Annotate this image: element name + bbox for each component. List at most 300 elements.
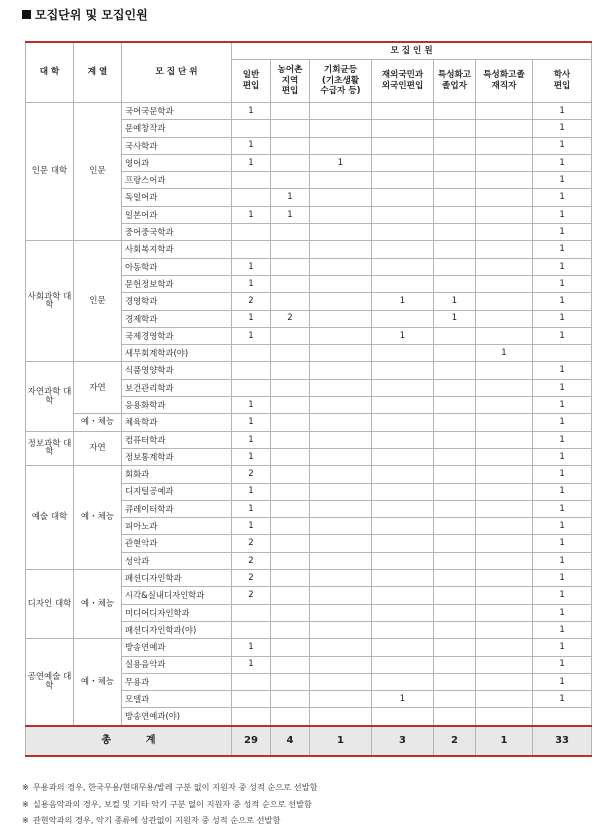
quota-cell — [372, 431, 434, 448]
department-name: 프랑스어과 — [122, 172, 232, 189]
quota-cell: 1 — [533, 587, 592, 604]
square-bullet-icon — [22, 10, 31, 19]
quota-cell: 1 — [232, 137, 271, 154]
department-name: 경제학과 — [122, 310, 232, 327]
header-university: 대 학 — [26, 42, 74, 103]
quota-cell: 1 — [232, 483, 271, 500]
college-cell: 디자인 대학 — [26, 570, 74, 639]
quota-cell: 1 — [533, 570, 592, 587]
quota-cell — [476, 708, 533, 726]
quota-cell — [476, 189, 533, 206]
quota-cell: 1 — [232, 397, 271, 414]
quota-cell — [476, 103, 533, 120]
quota-cell: 1 — [533, 275, 592, 292]
quota-cell — [232, 172, 271, 189]
quota-cell — [271, 708, 310, 726]
page-title-text: 모집단위 및 모집인원 — [35, 8, 148, 22]
quota-cell — [310, 241, 372, 258]
quota-cell — [434, 345, 476, 362]
total-value: 33 — [533, 726, 592, 756]
quota-cell — [271, 535, 310, 552]
quota-cell — [310, 466, 372, 483]
quota-cell — [372, 120, 434, 137]
quota-cell — [310, 621, 372, 638]
quota-cell — [310, 431, 372, 448]
quota-cell: 1 — [533, 604, 592, 621]
quota-cell — [271, 570, 310, 587]
quota-cell: 2 — [232, 587, 271, 604]
quota-cell — [271, 518, 310, 535]
department-name: 국제경영학과 — [122, 327, 232, 344]
header-column-2: 기회균등 (기초생활 수급자 등) — [310, 60, 372, 103]
quota-cell: 1 — [533, 656, 592, 673]
quota-cell — [476, 448, 533, 465]
quota-cell — [271, 673, 310, 690]
quota-cell — [434, 172, 476, 189]
quota-cell — [271, 587, 310, 604]
quota-cell — [476, 275, 533, 292]
quota-cell: 1 — [533, 379, 592, 396]
quota-cell: 1 — [533, 258, 592, 275]
quota-cell — [476, 362, 533, 379]
quota-cell — [271, 621, 310, 638]
quota-cell — [372, 206, 434, 223]
quota-cell — [310, 293, 372, 310]
quota-cell: 1 — [310, 154, 372, 171]
quota-cell: 1 — [232, 656, 271, 673]
department-name: 관현악과 — [122, 535, 232, 552]
quota-cell — [310, 552, 372, 569]
quota-cell — [232, 189, 271, 206]
quota-cell — [434, 483, 476, 500]
track-cell: 예・체능 — [74, 414, 122, 431]
quota-cell — [310, 120, 372, 137]
quota-cell: 1 — [533, 639, 592, 656]
department-name: 경영학과 — [122, 293, 232, 310]
total-value: 2 — [434, 726, 476, 756]
department-name: 큐레이터학과 — [122, 500, 232, 517]
quota-cell — [476, 483, 533, 500]
quota-cell: 1 — [533, 448, 592, 465]
quota-cell — [372, 500, 434, 517]
quota-cell — [434, 587, 476, 604]
quota-cell: 1 — [232, 206, 271, 223]
quota-cell: 2 — [271, 310, 310, 327]
total-value: 3 — [372, 726, 434, 756]
quota-cell — [232, 241, 271, 258]
quota-cell — [310, 379, 372, 396]
department-name: 독일어과 — [122, 189, 232, 206]
quota-cell — [372, 379, 434, 396]
quota-cell — [310, 500, 372, 517]
quota-cell — [476, 137, 533, 154]
header-quota-group: 모 집 인 원 — [232, 42, 592, 60]
quota-cell — [372, 362, 434, 379]
quota-cell: 1 — [372, 293, 434, 310]
quota-cell: 1 — [533, 431, 592, 448]
department-name: 문예창작과 — [122, 120, 232, 137]
quota-cell — [372, 621, 434, 638]
table-row — [26, 466, 592, 483]
quota-cell — [310, 639, 372, 656]
quota-cell — [271, 137, 310, 154]
quota-cell — [434, 224, 476, 241]
quota-cell — [434, 518, 476, 535]
quota-cell: 1 — [232, 154, 271, 171]
quota-cell: 1 — [533, 621, 592, 638]
quota-cell — [310, 397, 372, 414]
quota-cell — [476, 587, 533, 604]
quota-cell — [372, 154, 434, 171]
quota-cell — [310, 708, 372, 726]
quota-cell — [372, 535, 434, 552]
quota-cell — [434, 275, 476, 292]
quota-cell: 1 — [533, 154, 592, 171]
quota-cell: 1 — [533, 103, 592, 120]
quota-cell: 1 — [533, 466, 592, 483]
quota-cell — [434, 103, 476, 120]
quota-cell — [476, 414, 533, 431]
quota-cell — [271, 241, 310, 258]
quota-cell — [476, 241, 533, 258]
quota-cell: 1 — [232, 431, 271, 448]
department-name: 정보통계학과 — [122, 448, 232, 465]
department-name: 중어중국학과 — [122, 224, 232, 241]
track-cell: 자연 — [74, 431, 122, 466]
track-cell: 인문 — [74, 241, 122, 362]
recruitment-table — [25, 41, 592, 757]
quota-cell — [232, 621, 271, 638]
quota-cell — [271, 639, 310, 656]
footnote-text: 무용과의 경우, 한국무용/현대무용/발레 구분 없이 지원자 중 성적 순으로 선발함 — [32, 782, 318, 792]
quota-cell — [372, 604, 434, 621]
quota-cell — [271, 604, 310, 621]
quota-cell — [434, 639, 476, 656]
quota-cell — [310, 206, 372, 223]
quota-cell — [271, 552, 310, 569]
quota-cell: 2 — [232, 293, 271, 310]
department-name: 컴퓨터학과 — [122, 431, 232, 448]
quota-cell — [232, 673, 271, 690]
quota-cell — [310, 518, 372, 535]
quota-cell — [434, 570, 476, 587]
quota-cell — [476, 552, 533, 569]
quota-cell — [310, 362, 372, 379]
quota-cell — [271, 483, 310, 500]
quota-cell — [232, 345, 271, 362]
total-row — [26, 726, 592, 756]
quota-cell — [434, 206, 476, 223]
quota-cell — [232, 224, 271, 241]
total-value: 1 — [476, 726, 533, 756]
quota-cell — [271, 466, 310, 483]
reference-mark-icon: ※ — [22, 815, 29, 825]
quota-cell — [476, 691, 533, 708]
quota-cell — [372, 310, 434, 327]
department-name: 디지털공예과 — [122, 483, 232, 500]
quota-cell — [372, 345, 434, 362]
department-name: 모델과 — [122, 691, 232, 708]
quota-cell — [434, 466, 476, 483]
header-unit: 모 집 단 위 — [122, 42, 232, 103]
quota-cell — [372, 708, 434, 726]
quota-cell: 1 — [533, 518, 592, 535]
quota-cell — [372, 466, 434, 483]
quota-cell — [476, 621, 533, 638]
quota-cell — [476, 518, 533, 535]
quota-cell — [476, 673, 533, 690]
quota-cell: 1 — [271, 189, 310, 206]
quota-cell — [372, 552, 434, 569]
table-row — [26, 103, 592, 120]
quota-cell — [372, 241, 434, 258]
quota-cell — [372, 639, 434, 656]
quota-cell — [271, 258, 310, 275]
department-name: 세무회계학과(야) — [122, 345, 232, 362]
total-value: 29 — [232, 726, 271, 756]
quota-cell — [476, 570, 533, 587]
quota-cell — [271, 656, 310, 673]
total-label: 총 계 — [26, 726, 232, 756]
department-name: 식품영양학과 — [122, 362, 232, 379]
table-row — [26, 639, 592, 656]
quota-cell: 1 — [232, 518, 271, 535]
department-name: 회화과 — [122, 466, 232, 483]
quota-cell — [310, 345, 372, 362]
quota-cell — [476, 379, 533, 396]
quota-cell — [372, 103, 434, 120]
department-name: 방송연예과 — [122, 639, 232, 656]
quota-cell — [476, 604, 533, 621]
quota-cell — [434, 397, 476, 414]
quota-cell: 1 — [434, 310, 476, 327]
department-name: 무용과 — [122, 673, 232, 690]
table-row — [26, 362, 592, 379]
footnote-text: 관현악과의 경우, 악기 종류에 상관없이 지원자 중 성적 순으로 선발함 — [32, 815, 281, 825]
quota-cell: 1 — [533, 293, 592, 310]
quota-cell — [271, 154, 310, 171]
track-cell: 예・체능 — [74, 639, 122, 726]
quota-cell — [476, 431, 533, 448]
footnotes — [22, 779, 318, 829]
department-name: 방송연예과(야) — [122, 708, 232, 726]
quota-cell: 1 — [232, 639, 271, 656]
quota-cell — [476, 397, 533, 414]
quota-cell — [476, 172, 533, 189]
quota-cell — [476, 206, 533, 223]
quota-cell — [271, 431, 310, 448]
quota-cell — [476, 258, 533, 275]
quota-cell: 1 — [476, 345, 533, 362]
quota-cell: 1 — [533, 172, 592, 189]
quota-cell — [271, 379, 310, 396]
quota-cell — [271, 224, 310, 241]
quota-cell — [434, 673, 476, 690]
quota-cell: 2 — [232, 466, 271, 483]
header-column-0: 일반 편입 — [232, 60, 271, 103]
total-value: 1 — [310, 726, 372, 756]
quota-cell — [434, 137, 476, 154]
quota-cell — [310, 483, 372, 500]
quota-cell — [476, 224, 533, 241]
quota-cell — [434, 241, 476, 258]
department-name: 시각&실내디자인학과 — [122, 587, 232, 604]
quota-cell: 1 — [434, 293, 476, 310]
quota-cell: 1 — [533, 483, 592, 500]
quota-cell — [310, 673, 372, 690]
college-cell: 정보과학 대학 — [26, 431, 74, 466]
quota-cell: 1 — [533, 673, 592, 690]
quota-cell — [372, 172, 434, 189]
quota-cell — [271, 345, 310, 362]
quota-cell — [271, 293, 310, 310]
quota-cell — [476, 327, 533, 344]
quota-cell: 1 — [533, 327, 592, 344]
quota-cell: 1 — [232, 275, 271, 292]
department-name: 패션디자인학과(야) — [122, 621, 232, 638]
quota-cell — [372, 448, 434, 465]
quota-cell: 1 — [533, 241, 592, 258]
quota-cell — [434, 154, 476, 171]
quota-cell — [434, 379, 476, 396]
quota-cell: 1 — [533, 310, 592, 327]
quota-cell: 1 — [372, 691, 434, 708]
quota-cell: 1 — [533, 120, 592, 137]
quota-cell: 1 — [533, 137, 592, 154]
quota-cell — [434, 258, 476, 275]
quota-cell — [434, 120, 476, 137]
quota-cell — [434, 535, 476, 552]
department-name: 응용화학과 — [122, 397, 232, 414]
quota-cell — [476, 293, 533, 310]
quota-cell — [271, 327, 310, 344]
department-name: 실용음악과 — [122, 656, 232, 673]
header-column-6: 학사 편입 — [533, 60, 592, 103]
quota-cell: 2 — [232, 552, 271, 569]
footnote — [22, 779, 318, 796]
table-row — [26, 570, 592, 587]
department-name: 성악과 — [122, 552, 232, 569]
quota-cell — [434, 691, 476, 708]
quota-cell: 1 — [533, 552, 592, 569]
header-column-1: 농어촌 지역 편입 — [271, 60, 310, 103]
quota-cell — [434, 552, 476, 569]
quota-cell — [434, 708, 476, 726]
quota-cell — [372, 673, 434, 690]
quota-cell — [310, 258, 372, 275]
quota-cell — [533, 708, 592, 726]
reference-mark-icon: ※ — [22, 798, 29, 809]
quota-cell — [310, 189, 372, 206]
header-column-5: 특성화고졸 재직자 — [476, 60, 533, 103]
quota-cell — [372, 224, 434, 241]
quota-cell — [434, 327, 476, 344]
quota-cell — [372, 518, 434, 535]
quota-cell — [232, 604, 271, 621]
department-name: 영어과 — [122, 154, 232, 171]
track-cell: 인문 — [74, 103, 122, 241]
quota-cell — [271, 120, 310, 137]
quota-cell — [372, 137, 434, 154]
quota-cell — [476, 466, 533, 483]
department-name: 피아노과 — [122, 518, 232, 535]
college-cell: 자연과학 대학 — [26, 362, 74, 431]
quota-cell — [271, 448, 310, 465]
reference-mark-icon: ※ — [22, 782, 29, 792]
quota-cell — [533, 345, 592, 362]
quota-cell — [310, 570, 372, 587]
quota-cell — [310, 275, 372, 292]
quota-cell — [271, 397, 310, 414]
quota-cell — [372, 258, 434, 275]
quota-cell: 1 — [372, 327, 434, 344]
track-cell: 예・체능 — [74, 466, 122, 570]
department-name: 국어국문학과 — [122, 103, 232, 120]
department-name: 아동학과 — [122, 258, 232, 275]
quota-cell — [271, 172, 310, 189]
table-row — [26, 241, 592, 258]
quota-cell — [271, 103, 310, 120]
quota-cell — [372, 275, 434, 292]
quota-cell — [434, 431, 476, 448]
quota-cell — [476, 310, 533, 327]
quota-cell: 1 — [533, 224, 592, 241]
quota-cell — [310, 172, 372, 189]
quota-cell: 1 — [232, 500, 271, 517]
track-cell: 예・체능 — [74, 570, 122, 639]
department-name: 사회복지학과 — [122, 241, 232, 258]
quota-cell — [310, 448, 372, 465]
quota-cell — [434, 621, 476, 638]
quota-cell — [434, 604, 476, 621]
total-value: 4 — [271, 726, 310, 756]
quota-cell: 1 — [533, 397, 592, 414]
quota-cell — [271, 500, 310, 517]
quota-cell: 1 — [232, 414, 271, 431]
quota-cell — [372, 189, 434, 206]
quota-cell: 1 — [232, 448, 271, 465]
quota-cell — [271, 691, 310, 708]
quota-cell — [310, 604, 372, 621]
quota-cell — [434, 414, 476, 431]
quota-cell: 1 — [232, 327, 271, 344]
quota-cell — [372, 397, 434, 414]
table-row — [26, 414, 592, 431]
quota-cell: 1 — [533, 535, 592, 552]
quota-cell — [476, 154, 533, 171]
quota-cell — [476, 535, 533, 552]
quota-cell — [310, 587, 372, 604]
quota-cell — [310, 103, 372, 120]
quota-cell — [232, 362, 271, 379]
quota-cell — [310, 656, 372, 673]
quota-cell: 1 — [533, 691, 592, 708]
quota-cell: 1 — [533, 206, 592, 223]
quota-cell — [310, 535, 372, 552]
quota-cell: 1 — [533, 189, 592, 206]
quota-cell: 1 — [271, 206, 310, 223]
college-cell: 사회과학 대학 — [26, 241, 74, 362]
footnote-text: 실용음악과의 경우, 보컬 및 기타 악기 구분 없이 지원자 중 성적 순으로 선발함 — [32, 798, 312, 809]
quota-cell — [310, 310, 372, 327]
header-column-4: 특성화고 졸업자 — [434, 60, 476, 103]
department-name: 문헌정보학과 — [122, 275, 232, 292]
quota-cell: 1 — [533, 362, 592, 379]
college-cell: 공연예술 대학 — [26, 639, 74, 726]
track-cell: 자연 — [74, 362, 122, 414]
quota-cell — [372, 483, 434, 500]
header-track: 계 열 — [74, 42, 122, 103]
